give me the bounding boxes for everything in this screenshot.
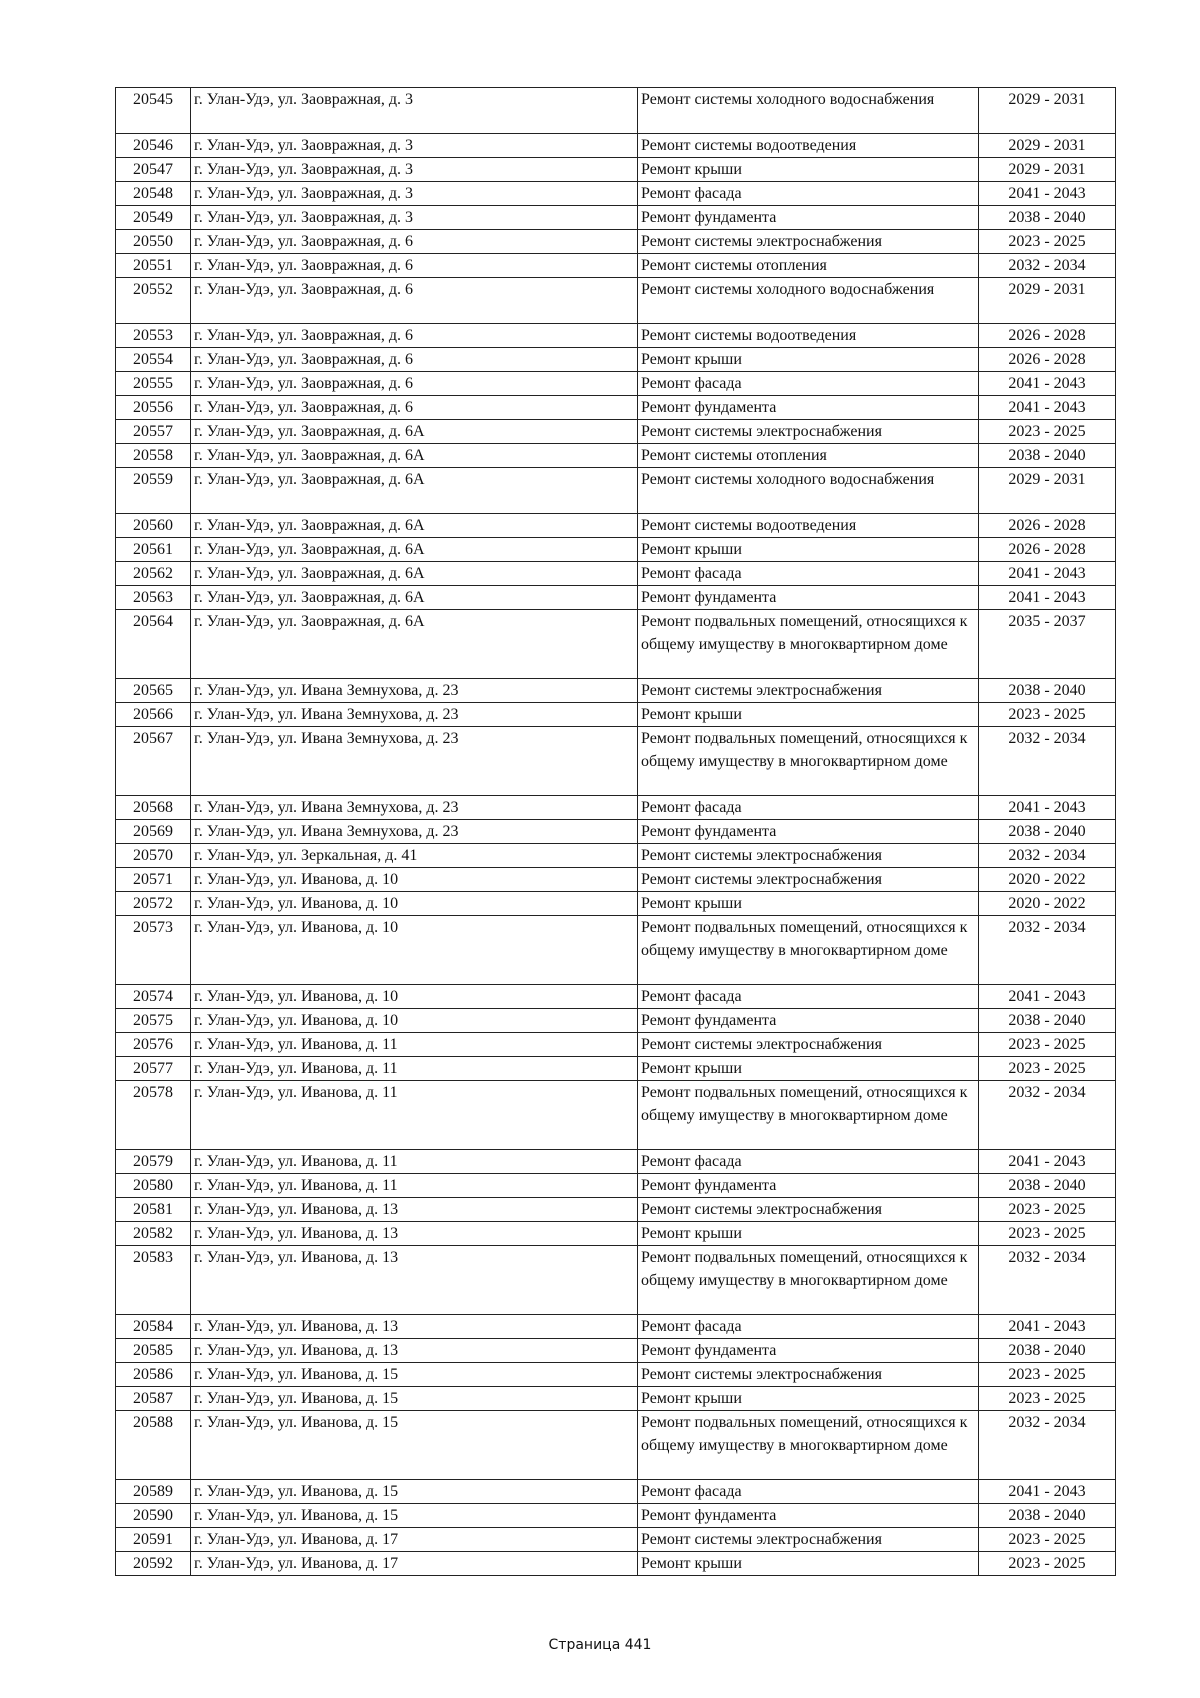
address-cell: г. Улан-Удэ, ул. Ивана Земнухова, д. 23	[191, 796, 638, 820]
address-cell: г. Улан-Удэ, ул. Заовражная, д. 6А	[191, 468, 638, 514]
table-row	[116, 324, 1116, 348]
address-cell: г. Улан-Удэ, ул. Заовражная, д. 6	[191, 324, 638, 348]
work-type-cell: Ремонт системы электроснабжения	[638, 1033, 979, 1057]
table-row	[116, 1387, 1116, 1411]
work-type-cell: Ремонт подвальных помещений, относящихся к общему имуществу в многоквартирном доме	[638, 916, 979, 985]
row-number-cell: 20573	[116, 916, 191, 985]
period-cell: 2023 - 2025	[979, 1387, 1116, 1411]
table-row	[116, 1363, 1116, 1387]
work-type-cell: Ремонт крыши	[638, 1057, 979, 1081]
work-type-cell: Ремонт системы электроснабжения	[638, 230, 979, 254]
address-cell: г. Улан-Удэ, ул. Иванова, д. 13	[191, 1198, 638, 1222]
row-number-cell: 20548	[116, 182, 191, 206]
address-cell: г. Улан-Удэ, ул. Заовражная, д. 3	[191, 134, 638, 158]
table-row	[116, 444, 1116, 468]
period-cell: 2020 - 2022	[979, 868, 1116, 892]
period-cell: 2023 - 2025	[979, 1552, 1116, 1576]
table-row	[116, 916, 1116, 985]
address-cell: г. Улан-Удэ, ул. Заовражная, д. 6	[191, 348, 638, 372]
table-row	[116, 892, 1116, 916]
address-cell: г. Улан-Удэ, ул. Заовражная, д. 6	[191, 372, 638, 396]
address-cell: г. Улан-Удэ, ул. Иванова, д. 10	[191, 985, 638, 1009]
period-cell: 2032 - 2034	[979, 916, 1116, 985]
row-number-cell: 20576	[116, 1033, 191, 1057]
work-type-cell: Ремонт фасада	[638, 1150, 979, 1174]
address-cell: г. Улан-Удэ, ул. Заовражная, д. 6А	[191, 610, 638, 679]
document-page	[115, 87, 1115, 1576]
table-row	[116, 703, 1116, 727]
table-row	[116, 1315, 1116, 1339]
table-row	[116, 1081, 1116, 1150]
address-cell: г. Улан-Удэ, ул. Иванова, д. 15	[191, 1504, 638, 1528]
table-row	[116, 88, 1116, 134]
address-cell: г. Улан-Удэ, ул. Иванова, д. 15	[191, 1363, 638, 1387]
address-cell: г. Улан-Удэ, ул. Ивана Земнухова, д. 23	[191, 820, 638, 844]
address-cell: г. Улан-Удэ, ул. Иванова, д. 13	[191, 1315, 638, 1339]
work-type-cell: Ремонт крыши	[638, 1222, 979, 1246]
table-row	[116, 372, 1116, 396]
work-type-cell: Ремонт системы водоотведения	[638, 134, 979, 158]
address-cell: г. Улан-Удэ, ул. Иванова, д. 10	[191, 1009, 638, 1033]
period-cell: 2038 - 2040	[979, 206, 1116, 230]
table-row	[116, 985, 1116, 1009]
period-cell: 2041 - 2043	[979, 562, 1116, 586]
address-cell: г. Улан-Удэ, ул. Заовражная, д. 6А	[191, 444, 638, 468]
period-cell: 2032 - 2034	[979, 1246, 1116, 1315]
row-number-cell: 20551	[116, 254, 191, 278]
period-cell: 2023 - 2025	[979, 420, 1116, 444]
work-type-cell: Ремонт системы электроснабжения	[638, 1198, 979, 1222]
row-number-cell: 20569	[116, 820, 191, 844]
work-type-cell: Ремонт фундамента	[638, 1009, 979, 1033]
table-row	[116, 468, 1116, 514]
work-type-cell: Ремонт фундамента	[638, 396, 979, 420]
work-type-cell: Ремонт фасада	[638, 372, 979, 396]
address-cell: г. Улан-Удэ, ул. Заовражная, д. 3	[191, 158, 638, 182]
period-cell: 2041 - 2043	[979, 396, 1116, 420]
table-row	[116, 420, 1116, 444]
work-type-cell: Ремонт фасада	[638, 985, 979, 1009]
period-cell: 2026 - 2028	[979, 514, 1116, 538]
table-row	[116, 182, 1116, 206]
work-type-cell: Ремонт подвальных помещений, относящихся к общему имуществу в многоквартирном доме	[638, 1246, 979, 1315]
row-number-cell: 20578	[116, 1081, 191, 1150]
address-cell: г. Улан-Удэ, ул. Зеркальная, д. 41	[191, 844, 638, 868]
address-cell: г. Улан-Удэ, ул. Иванова, д. 11	[191, 1057, 638, 1081]
work-type-cell: Ремонт системы электроснабжения	[638, 1363, 979, 1387]
period-cell: 2041 - 2043	[979, 796, 1116, 820]
address-cell: г. Улан-Удэ, ул. Иванова, д. 11	[191, 1081, 638, 1150]
period-cell: 2041 - 2043	[979, 1150, 1116, 1174]
work-type-cell: Ремонт крыши	[638, 348, 979, 372]
table-row	[116, 254, 1116, 278]
work-type-cell: Ремонт фасада	[638, 182, 979, 206]
address-cell: г. Улан-Удэ, ул. Заовражная, д. 3	[191, 88, 638, 134]
work-type-cell: Ремонт крыши	[638, 538, 979, 562]
work-type-cell: Ремонт подвальных помещений, относящихся к общему имуществу в многоквартирном доме	[638, 610, 979, 679]
row-number-cell: 20565	[116, 679, 191, 703]
table-row	[116, 868, 1116, 892]
address-cell: г. Улан-Удэ, ул. Иванова, д. 10	[191, 892, 638, 916]
row-number-cell: 20566	[116, 703, 191, 727]
row-number-cell: 20577	[116, 1057, 191, 1081]
work-type-cell: Ремонт крыши	[638, 703, 979, 727]
table-row	[116, 1411, 1116, 1480]
table-row	[116, 1246, 1116, 1315]
period-cell: 2023 - 2025	[979, 1528, 1116, 1552]
row-number-cell: 20556	[116, 396, 191, 420]
period-cell: 2041 - 2043	[979, 182, 1116, 206]
table-row	[116, 396, 1116, 420]
row-number-cell: 20574	[116, 985, 191, 1009]
table-row	[116, 206, 1116, 230]
work-type-cell: Ремонт крыши	[638, 1387, 979, 1411]
table-row	[116, 1504, 1116, 1528]
period-cell: 2038 - 2040	[979, 1339, 1116, 1363]
row-number-cell: 20546	[116, 134, 191, 158]
row-number-cell: 20582	[116, 1222, 191, 1246]
address-cell: г. Улан-Удэ, ул. Иванова, д. 11	[191, 1174, 638, 1198]
period-cell: 2023 - 2025	[979, 1057, 1116, 1081]
period-cell: 2026 - 2028	[979, 538, 1116, 562]
row-number-cell: 20545	[116, 88, 191, 134]
period-cell: 2023 - 2025	[979, 1222, 1116, 1246]
period-cell: 2032 - 2034	[979, 254, 1116, 278]
address-cell: г. Улан-Удэ, ул. Иванова, д. 10	[191, 916, 638, 985]
table-row	[116, 1480, 1116, 1504]
row-number-cell: 20579	[116, 1150, 191, 1174]
work-type-cell: Ремонт крыши	[638, 1552, 979, 1576]
table-row	[116, 1009, 1116, 1033]
work-type-cell: Ремонт фасада	[638, 796, 979, 820]
period-cell: 2032 - 2034	[979, 1411, 1116, 1480]
row-number-cell: 20563	[116, 586, 191, 610]
row-number-cell: 20583	[116, 1246, 191, 1315]
period-cell: 2041 - 2043	[979, 1315, 1116, 1339]
row-number-cell: 20575	[116, 1009, 191, 1033]
work-type-cell: Ремонт подвальных помещений, относящихся к общему имуществу в многоквартирном доме	[638, 1411, 979, 1480]
address-cell: г. Улан-Удэ, ул. Ивана Земнухова, д. 23	[191, 727, 638, 796]
table-row	[116, 1339, 1116, 1363]
row-number-cell: 20549	[116, 206, 191, 230]
period-cell: 2038 - 2040	[979, 1174, 1116, 1198]
table-row	[116, 562, 1116, 586]
row-number-cell: 20557	[116, 420, 191, 444]
period-cell: 2029 - 2031	[979, 134, 1116, 158]
period-cell: 2023 - 2025	[979, 1033, 1116, 1057]
period-cell: 2026 - 2028	[979, 348, 1116, 372]
address-cell: г. Улан-Удэ, ул. Ивана Земнухова, д. 23	[191, 703, 638, 727]
work-type-cell: Ремонт подвальных помещений, относящихся к общему имуществу в многоквартирном доме	[638, 1081, 979, 1150]
row-number-cell: 20591	[116, 1528, 191, 1552]
table-row	[116, 230, 1116, 254]
address-cell: г. Улан-Удэ, ул. Заовражная, д. 6А	[191, 514, 638, 538]
row-number-cell: 20561	[116, 538, 191, 562]
table-row	[116, 1033, 1116, 1057]
row-number-cell: 20584	[116, 1315, 191, 1339]
work-type-cell: Ремонт системы холодного водоснабжения	[638, 278, 979, 324]
period-cell: 2038 - 2040	[979, 820, 1116, 844]
address-cell: г. Улан-Удэ, ул. Заовражная, д. 6	[191, 278, 638, 324]
row-number-cell: 20570	[116, 844, 191, 868]
row-number-cell: 20560	[116, 514, 191, 538]
period-cell: 2023 - 2025	[979, 1198, 1116, 1222]
period-cell: 2038 - 2040	[979, 679, 1116, 703]
row-number-cell: 20592	[116, 1552, 191, 1576]
table-row	[116, 538, 1116, 562]
table-row	[116, 679, 1116, 703]
period-cell: 2023 - 2025	[979, 1363, 1116, 1387]
table-row	[116, 278, 1116, 324]
row-number-cell: 20550	[116, 230, 191, 254]
table-body	[116, 88, 1116, 1576]
period-cell: 2041 - 2043	[979, 586, 1116, 610]
table-row	[116, 1552, 1116, 1576]
address-cell: г. Улан-Удэ, ул. Заовражная, д. 6А	[191, 586, 638, 610]
work-type-cell: Ремонт фундамента	[638, 206, 979, 230]
period-cell: 2029 - 2031	[979, 278, 1116, 324]
row-number-cell: 20553	[116, 324, 191, 348]
row-number-cell: 20581	[116, 1198, 191, 1222]
period-cell: 2032 - 2034	[979, 727, 1116, 796]
table-row	[116, 514, 1116, 538]
period-cell: 2038 - 2040	[979, 444, 1116, 468]
period-cell: 2020 - 2022	[979, 892, 1116, 916]
row-number-cell: 20588	[116, 1411, 191, 1480]
table-row	[116, 1222, 1116, 1246]
work-type-cell: Ремонт системы электроснабжения	[638, 679, 979, 703]
period-cell: 2023 - 2025	[979, 703, 1116, 727]
work-type-cell: Ремонт системы водоотведения	[638, 324, 979, 348]
period-cell: 2041 - 2043	[979, 372, 1116, 396]
table-row	[116, 610, 1116, 679]
work-type-cell: Ремонт системы холодного водоснабжения	[638, 468, 979, 514]
work-type-cell: Ремонт крыши	[638, 892, 979, 916]
work-type-cell: Ремонт фундамента	[638, 1504, 979, 1528]
work-type-cell: Ремонт крыши	[638, 158, 979, 182]
row-number-cell: 20580	[116, 1174, 191, 1198]
address-cell: г. Улан-Удэ, ул. Иванова, д. 17	[191, 1528, 638, 1552]
period-cell: 2041 - 2043	[979, 985, 1116, 1009]
row-number-cell: 20555	[116, 372, 191, 396]
row-number-cell: 20564	[116, 610, 191, 679]
address-cell: г. Улан-Удэ, ул. Ивана Земнухова, д. 23	[191, 679, 638, 703]
row-number-cell: 20552	[116, 278, 191, 324]
work-type-cell: Ремонт системы отопления	[638, 254, 979, 278]
work-type-cell: Ремонт системы электроснабжения	[638, 868, 979, 892]
row-number-cell: 20587	[116, 1387, 191, 1411]
table-row	[116, 586, 1116, 610]
address-cell: г. Улан-Удэ, ул. Иванова, д. 15	[191, 1411, 638, 1480]
address-cell: г. Улан-Удэ, ул. Заовражная, д. 6А	[191, 562, 638, 586]
work-type-cell: Ремонт системы электроснабжения	[638, 420, 979, 444]
table-row	[116, 844, 1116, 868]
table-row	[116, 348, 1116, 372]
work-type-cell: Ремонт фундамента	[638, 820, 979, 844]
row-number-cell: 20568	[116, 796, 191, 820]
period-cell: 2038 - 2040	[979, 1009, 1116, 1033]
address-cell: г. Улан-Удэ, ул. Иванова, д. 11	[191, 1150, 638, 1174]
address-cell: г. Улан-Удэ, ул. Иванова, д. 13	[191, 1339, 638, 1363]
address-cell: г. Улан-Удэ, ул. Иванова, д. 13	[191, 1222, 638, 1246]
period-cell: 2041 - 2043	[979, 1480, 1116, 1504]
table-row	[116, 1174, 1116, 1198]
address-cell: г. Улан-Удэ, ул. Заовражная, д. 6А	[191, 538, 638, 562]
address-cell: г. Улан-Удэ, ул. Заовражная, д. 6	[191, 254, 638, 278]
row-number-cell: 20590	[116, 1504, 191, 1528]
address-cell: г. Улан-Удэ, ул. Заовражная, д. 6А	[191, 420, 638, 444]
table-row	[116, 134, 1116, 158]
work-type-cell: Ремонт фундамента	[638, 586, 979, 610]
row-number-cell: 20554	[116, 348, 191, 372]
table-row	[116, 820, 1116, 844]
table-row	[116, 727, 1116, 796]
row-number-cell: 20571	[116, 868, 191, 892]
period-cell: 2029 - 2031	[979, 158, 1116, 182]
capital-repair-table	[115, 87, 1116, 1576]
table-row	[116, 1198, 1116, 1222]
address-cell: г. Улан-Удэ, ул. Иванова, д. 13	[191, 1246, 638, 1315]
work-type-cell: Ремонт подвальных помещений, относящихся к общему имуществу в многоквартирном доме	[638, 727, 979, 796]
table-row	[116, 796, 1116, 820]
period-cell: 2032 - 2034	[979, 1081, 1116, 1150]
row-number-cell: 20586	[116, 1363, 191, 1387]
work-type-cell: Ремонт фундамента	[638, 1339, 979, 1363]
work-type-cell: Ремонт системы отопления	[638, 444, 979, 468]
row-number-cell: 20567	[116, 727, 191, 796]
table-row	[116, 1150, 1116, 1174]
work-type-cell: Ремонт системы электроснабжения	[638, 1528, 979, 1552]
address-cell: г. Улан-Удэ, ул. Иванова, д. 10	[191, 868, 638, 892]
period-cell: 2032 - 2034	[979, 844, 1116, 868]
row-number-cell: 20547	[116, 158, 191, 182]
period-cell: 2029 - 2031	[979, 88, 1116, 134]
work-type-cell: Ремонт системы водоотведения	[638, 514, 979, 538]
address-cell: г. Улан-Удэ, ул. Иванова, д. 15	[191, 1480, 638, 1504]
address-cell: г. Улан-Удэ, ул. Заовражная, д. 6	[191, 230, 638, 254]
address-cell: г. Улан-Удэ, ул. Заовражная, д. 3	[191, 182, 638, 206]
table-row	[116, 158, 1116, 182]
row-number-cell: 20585	[116, 1339, 191, 1363]
address-cell: г. Улан-Удэ, ул. Заовражная, д. 3	[191, 206, 638, 230]
work-type-cell: Ремонт фундамента	[638, 1174, 979, 1198]
address-cell: г. Улан-Удэ, ул. Заовражная, д. 6	[191, 396, 638, 420]
period-cell: 2038 - 2040	[979, 1504, 1116, 1528]
work-type-cell: Ремонт системы электроснабжения	[638, 844, 979, 868]
row-number-cell: 20558	[116, 444, 191, 468]
work-type-cell: Ремонт фасада	[638, 1480, 979, 1504]
work-type-cell: Ремонт фасада	[638, 562, 979, 586]
row-number-cell: 20559	[116, 468, 191, 514]
row-number-cell: 20572	[116, 892, 191, 916]
address-cell: г. Улан-Удэ, ул. Иванова, д. 11	[191, 1033, 638, 1057]
work-type-cell: Ремонт системы холодного водоснабжения	[638, 88, 979, 134]
address-cell: г. Улан-Удэ, ул. Иванова, д. 15	[191, 1387, 638, 1411]
period-cell: 2035 - 2037	[979, 610, 1116, 679]
period-cell: 2026 - 2028	[979, 324, 1116, 348]
row-number-cell: 20562	[116, 562, 191, 586]
table-row	[116, 1528, 1116, 1552]
period-cell: 2023 - 2025	[979, 230, 1116, 254]
address-cell: г. Улан-Удэ, ул. Иванова, д. 17	[191, 1552, 638, 1576]
table-row	[116, 1057, 1116, 1081]
period-cell: 2029 - 2031	[979, 468, 1116, 514]
row-number-cell: 20589	[116, 1480, 191, 1504]
work-type-cell: Ремонт фасада	[638, 1315, 979, 1339]
page-number: Страница 441	[548, 1637, 652, 1653]
